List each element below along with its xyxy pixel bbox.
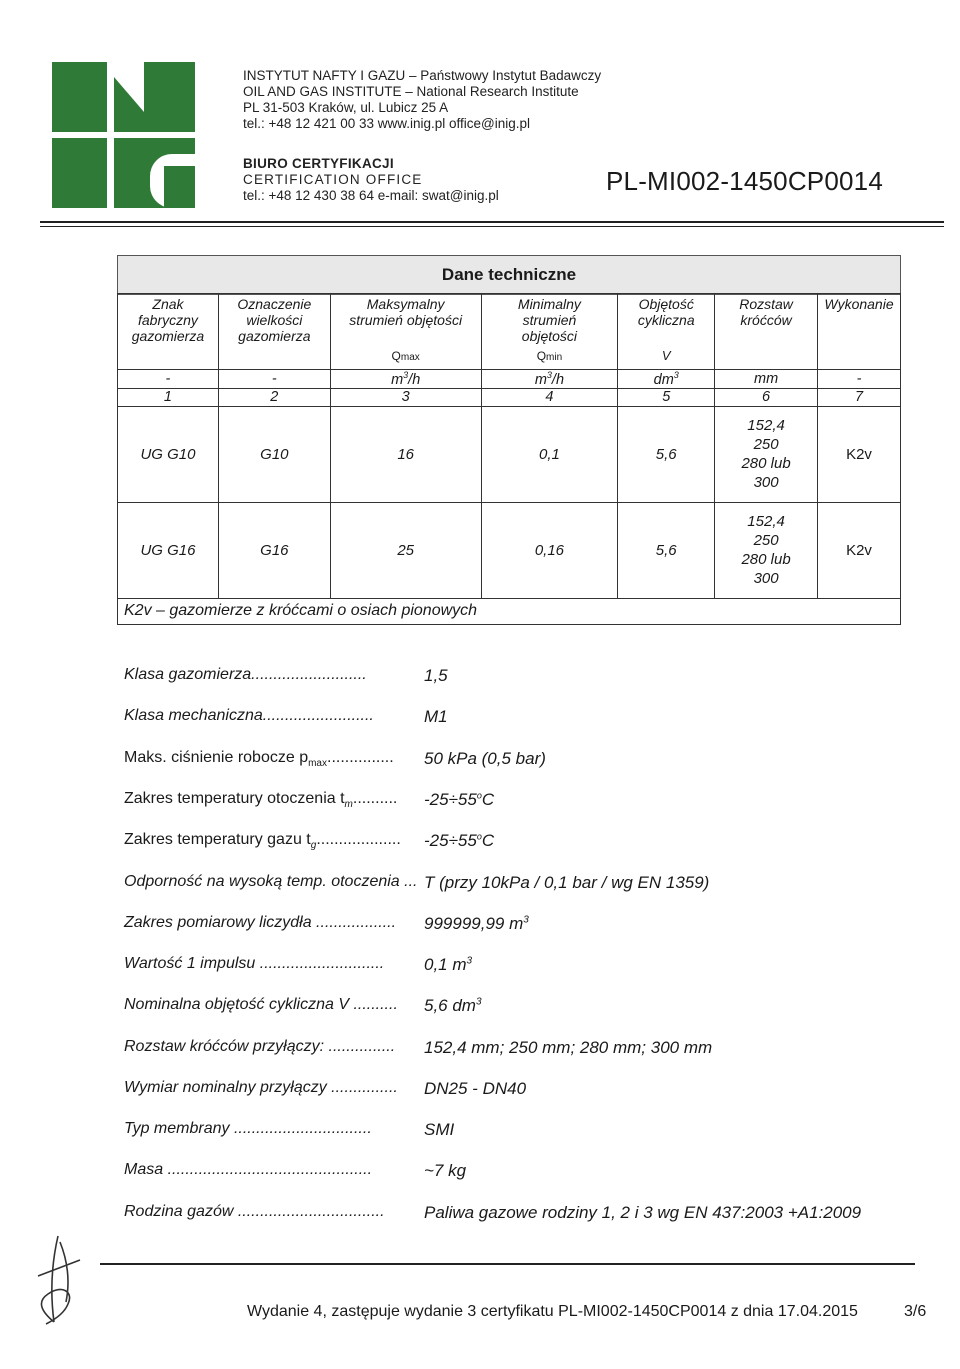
col-number: 3 [330,388,481,406]
spec-label: Zakres pomiarowy liczydła .................. [124,914,397,931]
spec-value: $-25\div 55^oC$ [424,831,495,850]
col-number: 1 [118,388,219,406]
spec-row [124,873,710,892]
spec-row [124,1120,455,1139]
col-header-qmax: Maksymalny strumień objętości Qmax [330,294,481,370]
spec-label: Maks. ciśnienie robocze $p_{max}$............... [124,749,394,770]
spec-label: Wartość 1 impulsu ............................ [124,955,385,972]
spec-row [124,955,473,974]
unit-cell: - [118,370,219,389]
col-number: 4 [481,388,618,406]
spec-label: Zakres temperatury otoczenia $t_m$.......... [124,790,398,811]
office-name-pl: BIURO CERTYFIKACJI [243,156,394,171]
table-header-row [118,294,901,370]
col-number: 2 [218,388,330,406]
spec-value: 999999,99 $m^3$ [424,914,529,933]
cell-qmax: 25 [330,502,481,598]
spec-label: Rozstaw króćców przyłączy: ............... [124,1038,396,1055]
col-header-wykonanie: Wykonanie [818,294,901,370]
cell-oznaczenie: G16 [218,502,330,598]
office-contact: tel.: +48 12 430 38 64 e-mail: swat@inig.pl [243,188,499,203]
table-title: Dane techniczne [117,255,901,295]
col-number: 6 [715,388,818,406]
office-name-en: CERTIFICATION OFFICE [243,172,423,187]
table-units-row [118,370,901,389]
header-rule-top [40,221,944,223]
spec-value: T (przy 10kPa / 0,1 bar / wg EN 1359) [424,873,710,892]
spec-label: Wymiar nominalny przyłączy ............... [124,1079,398,1096]
spec-row [124,707,448,726]
technical-data-table [117,293,901,625]
spec-row [124,1203,862,1222]
col-header-oznaczenie: Oznaczenie wielkości gazomierza [218,294,330,370]
spec-label: Masa .............................................. [124,1161,373,1178]
cell-qmin: 0,1 [481,406,618,502]
document-number: PL-MI002-1450CP0014 [606,166,883,196]
col-header-rozstaw: Rozstaw króćców [715,294,818,370]
cell-znak: UG G16 [118,502,219,598]
spec-value: 50 kPa (0,5 bar) [424,749,546,768]
spec-row [124,1079,527,1098]
spec-row [124,790,495,811]
cell-wykonanie: K2v [818,502,901,598]
spec-value: 1,5 [424,666,448,685]
col-header-znak: Znak fabryczny gazomierza [118,294,219,370]
col-number: 7 [818,388,901,406]
institute-name-pl: INSTYTUT NAFTY I GAZU – Państwowy Instytut Badawczy [243,68,602,83]
cell-oznaczenie: G10 [218,406,330,502]
spec-row [124,1038,713,1057]
spec-value: Paliwa gazowe rodziny 1, 2 i 3 wg EN 437:2003 +A1:2009 [424,1203,862,1222]
unit-cell: $dm^3$ [618,370,715,389]
cell-rozstaw: 152,4 250 280 lub 300 [715,406,818,502]
spec-row [124,831,495,852]
table-note: K2v – gazomierze z króćcami o osiach pionowych [118,598,901,624]
spec-row [124,749,546,770]
spec-label: Klasa gazomierza.......................... [124,666,367,683]
cell-znak: UG G10 [118,406,219,502]
spec-value: 152,4 mm; 250 mm; 280 mm; 300 mm [424,1038,713,1057]
institute-name-en: OIL AND GAS INSTITUTE – National Research Institute [243,84,579,99]
spec-value: 5,6 $dm^3$ [424,996,482,1015]
institute-block [243,68,601,132]
spec-value: $-25\div 55^oC$ [424,790,495,809]
footer-text: Wydanie 4, zastępuje wydanie 3 certyfikatu PL-MI002-1450CP0014 z dnia 17.04.2015 [247,1303,858,1320]
cell-wykonanie: K2v [818,406,901,502]
spec-row [124,666,448,685]
spec-label: Typ membrany ............................... [124,1120,372,1137]
signature-mark [28,1232,88,1337]
col-number: 5 [618,388,715,406]
spec-value: 0,1 $m^3$ [424,955,473,974]
spec-label: Klasa mechaniczna......................... [124,707,374,724]
spec-value: DN25 - DN40 [424,1079,527,1098]
spec-row [124,914,529,933]
page-number: 3/6 [904,1303,927,1320]
spec-value: SMI [424,1120,455,1139]
spec-label: Rodzina gazów ................................. [124,1203,385,1220]
cell-v: 5,6 [618,502,715,598]
inig-logo [52,62,195,208]
unit-cell: - [218,370,330,389]
cell-qmax: 16 [330,406,481,502]
institute-contact: tel.: +48 12 421 00 33 www.inig.pl office@inig.pl [243,116,531,131]
cell-qmin: 0,16 [481,502,618,598]
office-block [243,156,499,204]
col-header-v: Objętość cykliczna V [618,294,715,370]
spec-row [124,996,482,1015]
spec-label: Nominalna objętość cykliczna V .......... [124,996,398,1013]
spec-label: Odporność na wysoką temp. otoczenia ... [124,873,418,890]
table-row [118,502,901,598]
table-row [118,406,901,502]
table-numbers-row [118,388,901,406]
unit-cell: $m^3/h$ [481,370,618,389]
spec-value: M1 [424,707,448,726]
spec-row [124,1161,467,1180]
spec-value: ~7 kg [424,1161,467,1180]
spec-label: Zakres temperatury gazu $t_g$................... [124,831,401,852]
unit-cell: $m^3/h$ [330,370,481,389]
table-note-row [118,598,901,624]
cell-v: 5,6 [618,406,715,502]
footer-rule [100,1263,915,1265]
unit-cell: mm [715,370,818,389]
unit-cell: - [818,370,901,389]
header-rule-bottom [40,226,944,227]
institute-address: PL 31-503 Kraków, ul. Lubicz 25 A [243,100,449,115]
cell-rozstaw: 152,4 250 280 lub 300 [715,502,818,598]
col-header-qmin: Minimalny strumień objętości Qmin [481,294,618,370]
